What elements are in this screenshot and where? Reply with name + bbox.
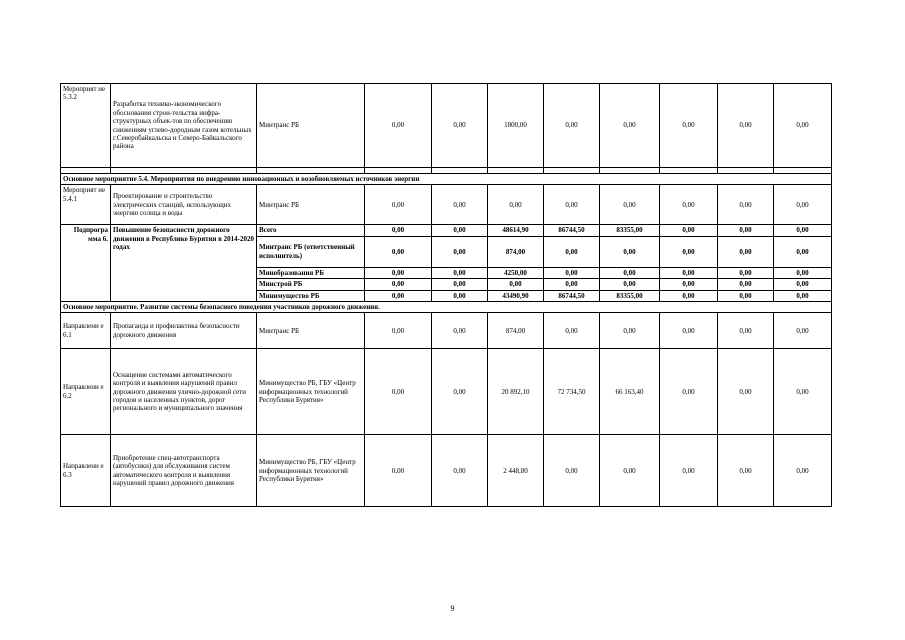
value-cell: 83355,00 [600, 225, 660, 236]
row-title: Оснащение системами автоматического контроля и выявления нарушений правил дорожного движения улично-дорожной сети городов и населенных пунктов, дорог регионального и муниципального значения [111, 349, 257, 435]
value-cell: 0,00 [432, 279, 488, 290]
row-title: Разработка технико-экономического обоснования строи-тельства инфра-структурных объек-тов по обеспечению снижениям углево-дородным газом котельных г.Северобайкальска и Северо-Байкальского района [111, 84, 257, 168]
value-cell: 0,00 [774, 349, 832, 435]
value-cell: 0,00 [600, 236, 660, 267]
value-cell: 0,00 [718, 290, 774, 301]
section-heading-row [61, 174, 832, 185]
section-heading-row [61, 301, 832, 312]
row-code: Направлени е 6.3 [61, 435, 111, 507]
row-code: Направлени е 6.2 [61, 349, 111, 435]
value-cell: 0,00 [600, 435, 660, 507]
row-code: Мероприят ие 5.3.2 [61, 84, 111, 168]
row-code: Подпрогра мма 6. [61, 225, 111, 302]
value-cell: 0,00 [365, 290, 432, 301]
value-cell: 0,00 [432, 435, 488, 507]
value-cell: 0,00 [544, 185, 600, 225]
value-cell: 0,00 [660, 236, 718, 267]
value-cell: 0,00 [432, 290, 488, 301]
row-code: Мероприят ие 5.4.1 [61, 185, 111, 225]
table-row [61, 225, 832, 236]
value-cell: 0,00 [544, 279, 600, 290]
row-executor: Минобразования РБ [257, 267, 365, 278]
value-cell: 0,00 [365, 349, 432, 435]
value-cell: 0,00 [432, 84, 488, 168]
row-title: Проектирование и строительство электрических станций, использующих энергию солнца и воды [111, 185, 257, 225]
value-cell: 0,00 [432, 236, 488, 267]
row-title: Повышение безопасности дорожного движения в Республике Бурятия в 2014-2020 годах [111, 225, 257, 302]
budget-table [60, 83, 832, 507]
value-cell: 0,00 [774, 267, 832, 278]
value-cell: 48614,90 [488, 225, 544, 236]
value-cell: 0,00 [544, 84, 600, 168]
value-cell: 0,00 [660, 313, 718, 349]
value-cell: 0,00 [718, 84, 774, 168]
row-code: Направлени е 6.1 [61, 313, 111, 349]
value-cell: 0,00 [660, 267, 718, 278]
value-cell: 43490,90 [488, 290, 544, 301]
value-cell: 874,00 [488, 236, 544, 267]
value-cell: 0,00 [660, 185, 718, 225]
value-cell: 0,00 [365, 225, 432, 236]
value-cell: 0,00 [718, 349, 774, 435]
section-heading: Основное мероприятие 5.4. Мероприятия по внедрению инновационных и возобновляемых источников энергии [61, 174, 832, 185]
table-row [61, 84, 832, 168]
value-cell: 0,00 [365, 435, 432, 507]
value-cell: 0,00 [600, 84, 660, 168]
value-cell: 0,00 [774, 225, 832, 236]
row-executor: Минимущество РБ, ГБУ «Центр информационных технологий Республики Бурятия» [257, 349, 365, 435]
value-cell: 0,00 [365, 236, 432, 267]
value-cell: 0,00 [488, 279, 544, 290]
value-cell: 20 892,10 [488, 349, 544, 435]
table-row [61, 349, 832, 435]
value-cell: 0,00 [544, 236, 600, 267]
value-cell: 0,00 [718, 267, 774, 278]
value-cell: 0,00 [432, 313, 488, 349]
value-cell: 0,00 [600, 279, 660, 290]
value-cell: 0,00 [365, 267, 432, 278]
row-title: Пропаганда и профилактика безопасности дорожного движения [111, 313, 257, 349]
value-cell: 0,00 [600, 267, 660, 278]
value-cell: 86744,50 [544, 225, 600, 236]
value-cell: 0,00 [365, 84, 432, 168]
table-row [61, 435, 832, 507]
value-cell: 0,00 [544, 435, 600, 507]
table-row [61, 185, 832, 225]
value-cell: 86744,50 [544, 290, 600, 301]
value-cell: 0,00 [718, 236, 774, 267]
value-cell: 0,00 [660, 290, 718, 301]
value-cell: 0,00 [774, 185, 832, 225]
row-title: Приобретение спец-автотранспорта (автобусики) для обслуживания систем автоматического контроля и выявления нарушений правил дорожного движения [111, 435, 257, 507]
row-executor: Минтранс РБ (ответственный исполнитель) [257, 236, 365, 267]
row-executor: Минстрой РБ [257, 279, 365, 290]
value-cell: 0,00 [600, 313, 660, 349]
value-cell: 0,00 [432, 267, 488, 278]
value-cell: 0,00 [365, 313, 432, 349]
value-cell: 0,00 [432, 225, 488, 236]
value-cell: 0,00 [774, 435, 832, 507]
value-cell: 0,00 [718, 225, 774, 236]
value-cell: 0,00 [488, 185, 544, 225]
value-cell: 0,00 [660, 84, 718, 168]
row-executor: Минтранс РБ [257, 185, 365, 225]
section-heading: Основное мероприятие. Развитие системы безопасного поведения участников дорожного движения. [61, 301, 832, 312]
value-cell: 0,00 [660, 225, 718, 236]
row-executor: Всего [257, 225, 365, 236]
value-cell: 72 734,50 [544, 349, 600, 435]
value-cell: 0,00 [432, 349, 488, 435]
row-executor: Минимущество РБ, ГБУ «Центр информационных технологий Республики Бурятия» [257, 435, 365, 507]
row-executor: Минтранс РБ [257, 313, 365, 349]
value-cell: 0,00 [660, 279, 718, 290]
table-row [61, 313, 832, 349]
value-cell: 0,00 [774, 290, 832, 301]
value-cell: 0,00 [432, 185, 488, 225]
value-cell: 0,00 [718, 435, 774, 507]
value-cell: 2 448,80 [488, 435, 544, 507]
value-cell: 0,00 [718, 279, 774, 290]
value-cell: 0,00 [544, 267, 600, 278]
value-cell: 1800,00 [488, 84, 544, 168]
value-cell: 0,00 [774, 84, 832, 168]
row-executor: Минимущество РБ [257, 290, 365, 301]
value-cell: 0,00 [365, 279, 432, 290]
value-cell: 0,00 [718, 185, 774, 225]
value-cell: 0,00 [365, 185, 432, 225]
value-cell: 0,00 [660, 349, 718, 435]
value-cell: 0,00 [544, 313, 600, 349]
value-cell: 0,00 [600, 185, 660, 225]
value-cell: 0,00 [774, 279, 832, 290]
value-cell: 4250,00 [488, 267, 544, 278]
value-cell: 66 163,40 [600, 349, 660, 435]
value-cell: 0,00 [774, 236, 832, 267]
value-cell: 0,00 [718, 313, 774, 349]
value-cell: 0,00 [774, 313, 832, 349]
value-cell: 874,00 [488, 313, 544, 349]
row-executor: Минтранс РБ [257, 84, 365, 168]
value-cell: 0,00 [660, 435, 718, 507]
value-cell: 83355,00 [600, 290, 660, 301]
page-number: 9 [450, 604, 455, 613]
